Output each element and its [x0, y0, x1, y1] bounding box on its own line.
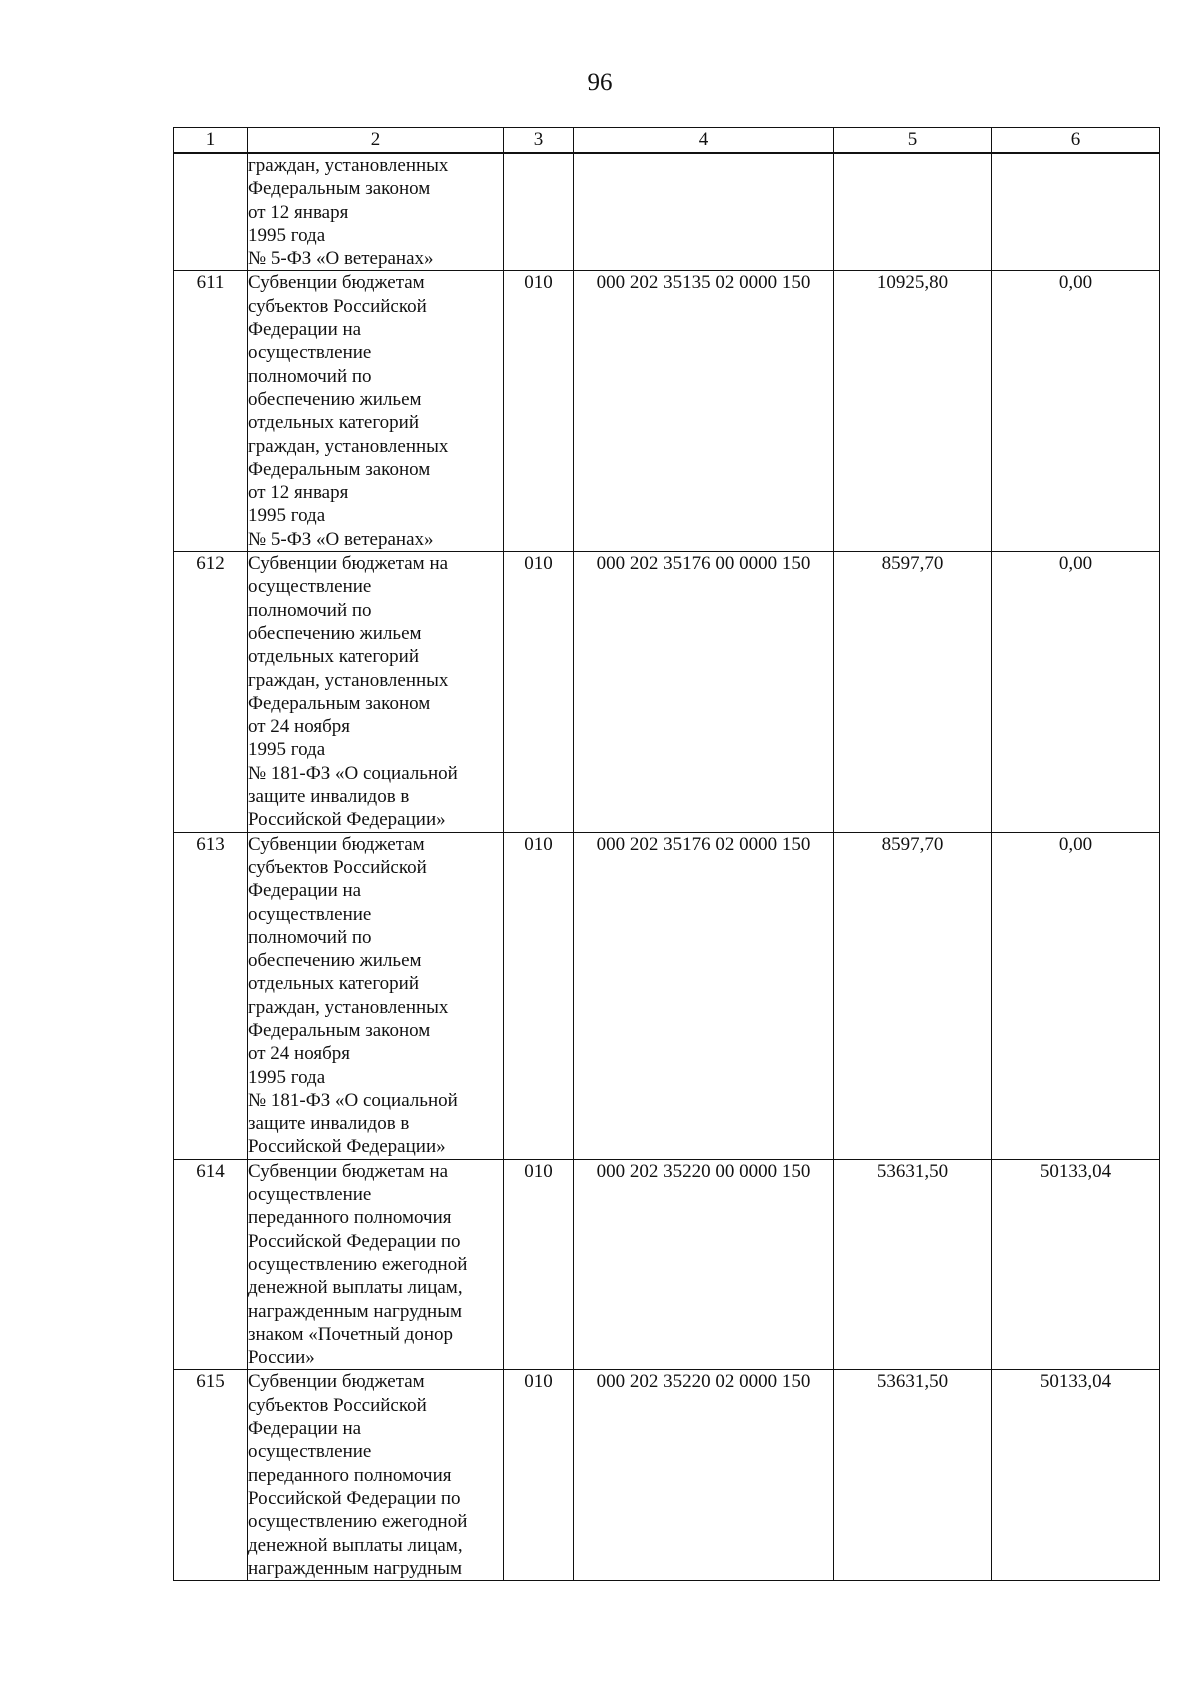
row-sum-cell: 53631,50	[834, 1370, 992, 1581]
row-sum-cell: 10925,80	[834, 271, 992, 552]
row-code-cell: 010	[504, 1159, 574, 1370]
column-header: 4	[574, 128, 834, 154]
row-sum-cell: 8597,70	[834, 552, 992, 833]
row-code-cell	[504, 153, 574, 271]
row-number-cell: 613	[174, 832, 248, 1159]
row-sum-cell	[992, 153, 1160, 271]
row-kbk-cell: 000 202 35135 02 0000 150	[574, 271, 834, 552]
row-code-cell: 010	[504, 1370, 574, 1581]
row-number-cell: 615	[174, 1370, 248, 1581]
row-sum-cell: 0,00	[992, 271, 1160, 552]
page-number: 96	[587, 69, 613, 96]
row-kbk-cell: 000 202 35220 02 0000 150	[574, 1370, 834, 1581]
row-code-cell: 010	[504, 552, 574, 833]
column-header: 6	[992, 128, 1160, 154]
row-sum-cell	[834, 153, 992, 271]
column-header: 5	[834, 128, 992, 154]
row-name-cell: Субвенции бюджетам субъектов Российской Федерации на осуществление переданного полномочия Российской Федерации по осуществлению ежегодной денежной выплаты лицам, награжденным нагрудным	[248, 1370, 504, 1581]
row-name-cell: Субвенции бюджетам субъектов Российской Федерации на осуществление полномочий по обеспечению жильем отдельных категорий граждан, установленных Федеральным законом от 12 января 1995 года № 5-ФЗ «О ветеранах»	[248, 271, 504, 552]
budget-table	[173, 127, 1160, 1581]
table-row-continuation	[174, 153, 1160, 271]
row-name-cell: Субвенции бюджетам на осуществление переданного полномочия Российской Федерации по осуществлению ежегодной денежной выплаты лицам, награжденным нагрудным знаком «Почетный донор России»	[248, 1159, 504, 1370]
row-number-cell	[174, 153, 248, 271]
row-number-cell: 611	[174, 271, 248, 552]
row-name-cell: Субвенции бюджетам субъектов Российской Федерации на осуществление полномочий по обеспечению жильем отдельных категорий граждан, установленных Федеральным законом от 24 ноября 1995 года № 181-ФЗ «О социальной защите инвалидов в Российской Федерации»	[248, 832, 504, 1159]
row-name-cell: граждан, установленных Федеральным законом от 12 января 1995 года № 5-ФЗ «О ветеранах»	[248, 153, 504, 271]
column-header: 2	[248, 128, 504, 154]
table-row	[174, 832, 1160, 1159]
row-kbk-cell	[574, 153, 834, 271]
row-sum-cell: 8597,70	[834, 832, 992, 1159]
row-sum-cell: 53631,50	[834, 1159, 992, 1370]
row-kbk-cell: 000 202 35176 02 0000 150	[574, 832, 834, 1159]
row-code-cell: 010	[504, 271, 574, 552]
table-row	[174, 1370, 1160, 1581]
row-number-cell: 612	[174, 552, 248, 833]
row-number-cell: 614	[174, 1159, 248, 1370]
row-kbk-cell: 000 202 35220 00 0000 150	[574, 1159, 834, 1370]
table-header-row	[174, 128, 1160, 154]
row-code-cell: 010	[504, 832, 574, 1159]
row-kbk-cell: 000 202 35176 00 0000 150	[574, 552, 834, 833]
column-header: 1	[174, 128, 248, 154]
column-header: 3	[504, 128, 574, 154]
row-name-cell: Субвенции бюджетам на осуществление полномочий по обеспечению жильем отдельных категорий граждан, установленных Федеральным законом от 24 ноября 1995 года № 181-ФЗ «О социальной защите инвалидов в Российской Федерации»	[248, 552, 504, 833]
row-sum-cell: 50133,04	[992, 1159, 1160, 1370]
row-sum-cell: 0,00	[992, 832, 1160, 1159]
table-row	[174, 1159, 1160, 1370]
table-row	[174, 271, 1160, 552]
table-row	[174, 552, 1160, 833]
row-sum-cell: 50133,04	[992, 1370, 1160, 1581]
row-sum-cell: 0,00	[992, 552, 1160, 833]
